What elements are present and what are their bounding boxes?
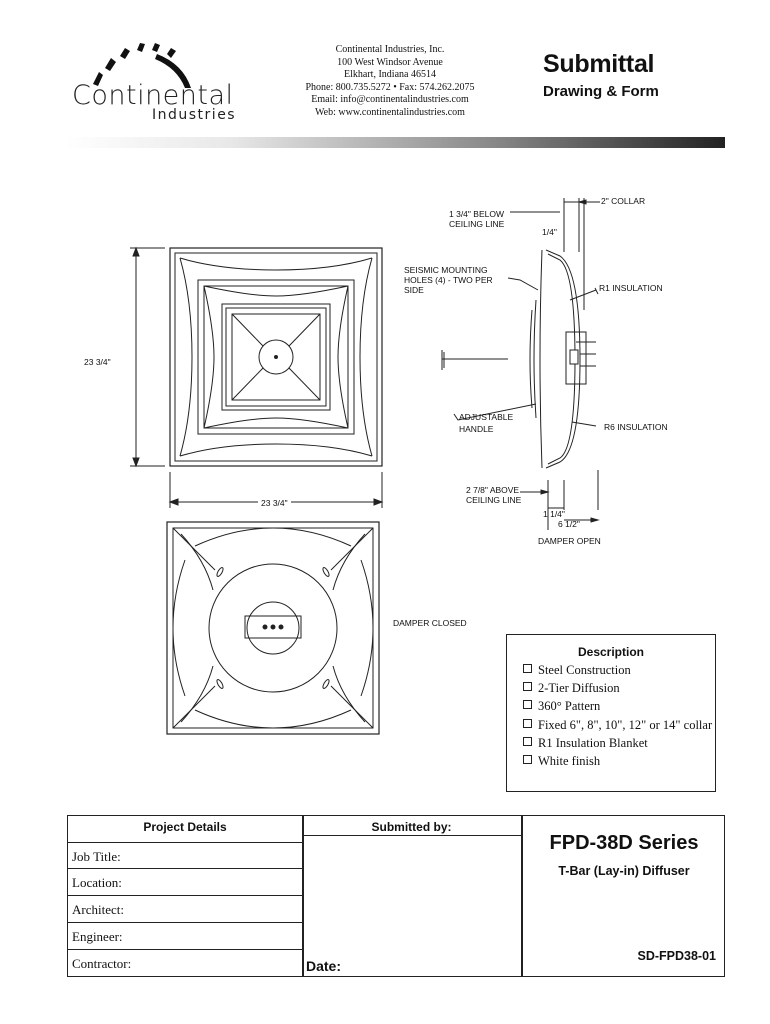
diffuser-side-view [420, 190, 700, 530]
company-city: Elkhart, Indiana 46514 [344, 69, 436, 80]
contractor-field[interactable]: Contractor: [72, 956, 132, 971]
company-email: Email: info@continentalindustries.com [311, 94, 469, 105]
company-name: Continental Industries, Inc. [335, 44, 445, 55]
submitted-by-header: Submitted by: [371, 820, 452, 834]
dim-height-label: 23 3/4" [84, 357, 111, 367]
description-item: 360° Pattern [523, 697, 712, 715]
page-title: Submittal [543, 50, 655, 78]
company-address [290, 44, 490, 119]
architect-field[interactable]: Architect: [72, 902, 124, 917]
company-phone-fax: Phone: 800.735.5272 • Fax: 574.262.2075 [305, 81, 475, 93]
damper-open-label: DAMPER OPEN [538, 536, 601, 546]
above-ceiling-label: 2 7/8" ABOVE CEILING LINE [466, 485, 522, 505]
project-details-header: Project Details [143, 820, 227, 834]
quarter-inch-label: 1/4" [542, 227, 557, 237]
job-title-field[interactable]: Job Title: [72, 849, 121, 864]
collar-label: 2" COLLAR [601, 196, 646, 206]
diffuser-bottom-view [165, 520, 385, 740]
description-box [506, 634, 716, 792]
date-field[interactable]: Date: [306, 958, 342, 974]
project-form [67, 815, 725, 977]
product-series: FPD-38D Series [549, 832, 699, 854]
six-half-label: 6 1/2" [558, 519, 580, 529]
company-street: 100 West Windsor Avenue [337, 56, 443, 68]
description-item: Steel Construction [523, 661, 712, 679]
dim-width-label: 23 3/4" [258, 498, 291, 508]
document-number: SD-FPD38-01 [637, 949, 716, 963]
checkbox-icon [523, 682, 532, 691]
one-quarter-label: 1 1/4" [543, 509, 565, 519]
checkbox-icon [523, 755, 532, 764]
description-item: R1 Insulation Blanket [523, 734, 712, 752]
engineer-field[interactable]: Engineer: [72, 929, 123, 944]
diffuser-top-view [120, 240, 390, 510]
company-web: Web: www.continentalindustries.com [315, 106, 465, 118]
r1-insulation-label: R1 INSULATION [599, 283, 663, 293]
location-field[interactable]: Location: [72, 875, 122, 890]
below-ceiling-label: 1 3/4" BELOW CEILING LINE [449, 209, 505, 229]
description-title: Description [577, 645, 644, 659]
description-list [523, 661, 712, 770]
header-divider [65, 137, 725, 148]
damper-closed-label: DAMPER CLOSED [393, 618, 467, 628]
page-subtitle: Drawing & Form [543, 83, 659, 100]
seismic-label: SEISMIC MOUNTING HOLES (4) - TWO PER SIDE [404, 265, 493, 295]
checkbox-icon [523, 700, 532, 709]
checkbox-icon [523, 664, 532, 673]
handle-label: ADJUSTABLE HANDLE [459, 412, 514, 434]
description-item: Fixed 6", 8", 10", 12" or 14" collar [523, 716, 712, 734]
checkbox-icon [523, 737, 532, 746]
description-item: 2-Tier Diffusion [523, 679, 712, 697]
description-item: White finish [523, 752, 712, 770]
logo-subtitle: Industries [152, 107, 237, 123]
product-type: T-Bar (Lay-in) Diffuser [558, 864, 690, 878]
logo-wordmark: Continental [72, 80, 234, 111]
checkbox-icon [523, 719, 532, 728]
r6-insulation-label: R6 INSULATION [604, 422, 668, 432]
